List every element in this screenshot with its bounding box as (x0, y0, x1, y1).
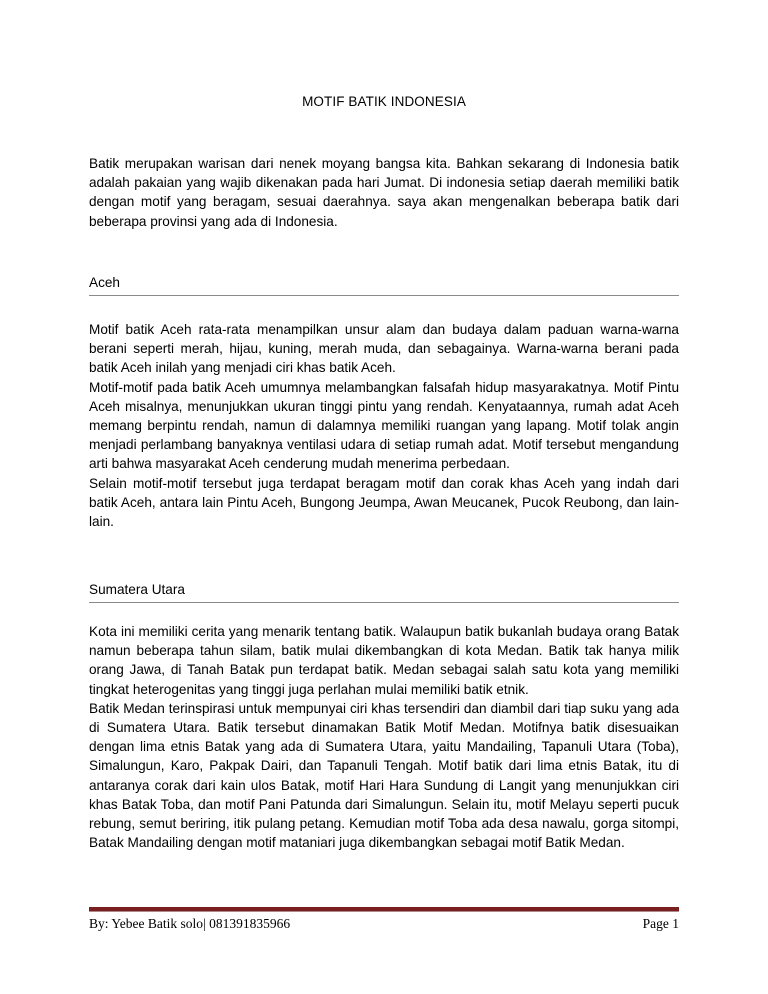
section-body-aceh (89, 320, 679, 531)
page-number: Page 1 (642, 916, 679, 931)
paragraph: Kota ini memiliki cerita yang menarik tentang batik. Walaupun batik bukanlah budaya orang Batak namun beberapa tahun silam, batik mulai dikembangkan di kota Medan. Batik tak hanya milik orang Jawa, di Tanah Batak pun terdapat batik. Medan sebagai salah satu kota yang memiliki tingkat heterogenitas yang tinggi juga perlahan mulai memiliki batik etnik. (89, 624, 679, 697)
section-heading-aceh: Aceh (89, 273, 679, 296)
paragraph: Motif-motif pada batik Aceh umumnya melambangkan falsafah hidup masyarakatnya. Motif Pintu Aceh misalnya, menunjukkan ukuran tinggi pintu yang rendah. Kenyataannya, rumah adat Aceh memang berpintu rendah, namun di dalamnya memiliki ruangan yang lapang. Motif tolak angin menjadi perlambang banyaknya ventilasi udara di setiap rumah adat. Motif tersebut mengandung arti bahwa masyarakat Aceh cenderung mudah menerima perbedaan. (89, 379, 679, 472)
paragraph: Batik Medan terinspirasi untuk mempunyai ciri khas tersendiri dan diambil dari tiap suku yang ada di Sumatera Utara. Batik tersebut dinamakan Batik Motif Medan. Motifnya batik disesuaikan dengan lima etnis Batak yang ada di Sumatera Utara, yaitu Mandailing, Tapanuli Utara (Toba), Simalungun, Karo, Pakpak Dairi, dan Tapanuli Tengah. Motif batik dari lima etnis Batak, itu di antaranya corak dari kain ulos Batak, motif Hari Hara Sundung di Langit yang menunjukkan ciri khas Batak Toba, dan motif Pani Patunda dari Simalungun. Selain itu, motif Melayu seperti pucuk rebung, semut beriring, itik pulang petang. Kemudian motif Toba ada desa nawalu, gorga sitompi, Batak Mandailing dengan motif mataniari juga dikembangkan sebagai motif Batik Medan. (89, 700, 679, 851)
page-title: MOTIF BATIK INDONESIA (302, 94, 466, 109)
section-heading-sumatera-utara: Sumatera Utara (89, 580, 679, 603)
paragraph: Selain motif-motif tersebut juga terdapat beragam motif dan corak khas Aceh yang indah dari batik Aceh, antara lain Pintu Aceh, Bungong Jeumpa, Awan Meucanek, Pucok Reubong, dan lain-lain. (89, 475, 679, 530)
section-body-sumatera-utara (89, 622, 679, 852)
intro-paragraph (89, 154, 679, 231)
footer-divider (89, 907, 679, 912)
intro-text: Batik merupakan warisan dari nenek moyang bangsa kita. Bahkan sekarang di Indonesia batik adalah pakaian yang wajib dikenakan pada hari Jumat. Di indonesia setiap daerah memiliki batik dengan motif yang beragam, sesuai daerahnya. saya akan mengenalkan beberapa batik dari beberapa provinsi yang ada di Indonesia. (89, 156, 679, 229)
paragraph: Motif batik Aceh rata-rata menampilkan unsur alam dan budaya dalam paduan warna-warna berani seperti merah, hijau, kuning, merah muda, dan sebagainya. Warna-warna berani pada batik Aceh inilah yang menjadi ciri khas batik Aceh. (89, 322, 679, 376)
footer-author: By: Yebee Batik solo| 081391835966 (89, 916, 291, 931)
